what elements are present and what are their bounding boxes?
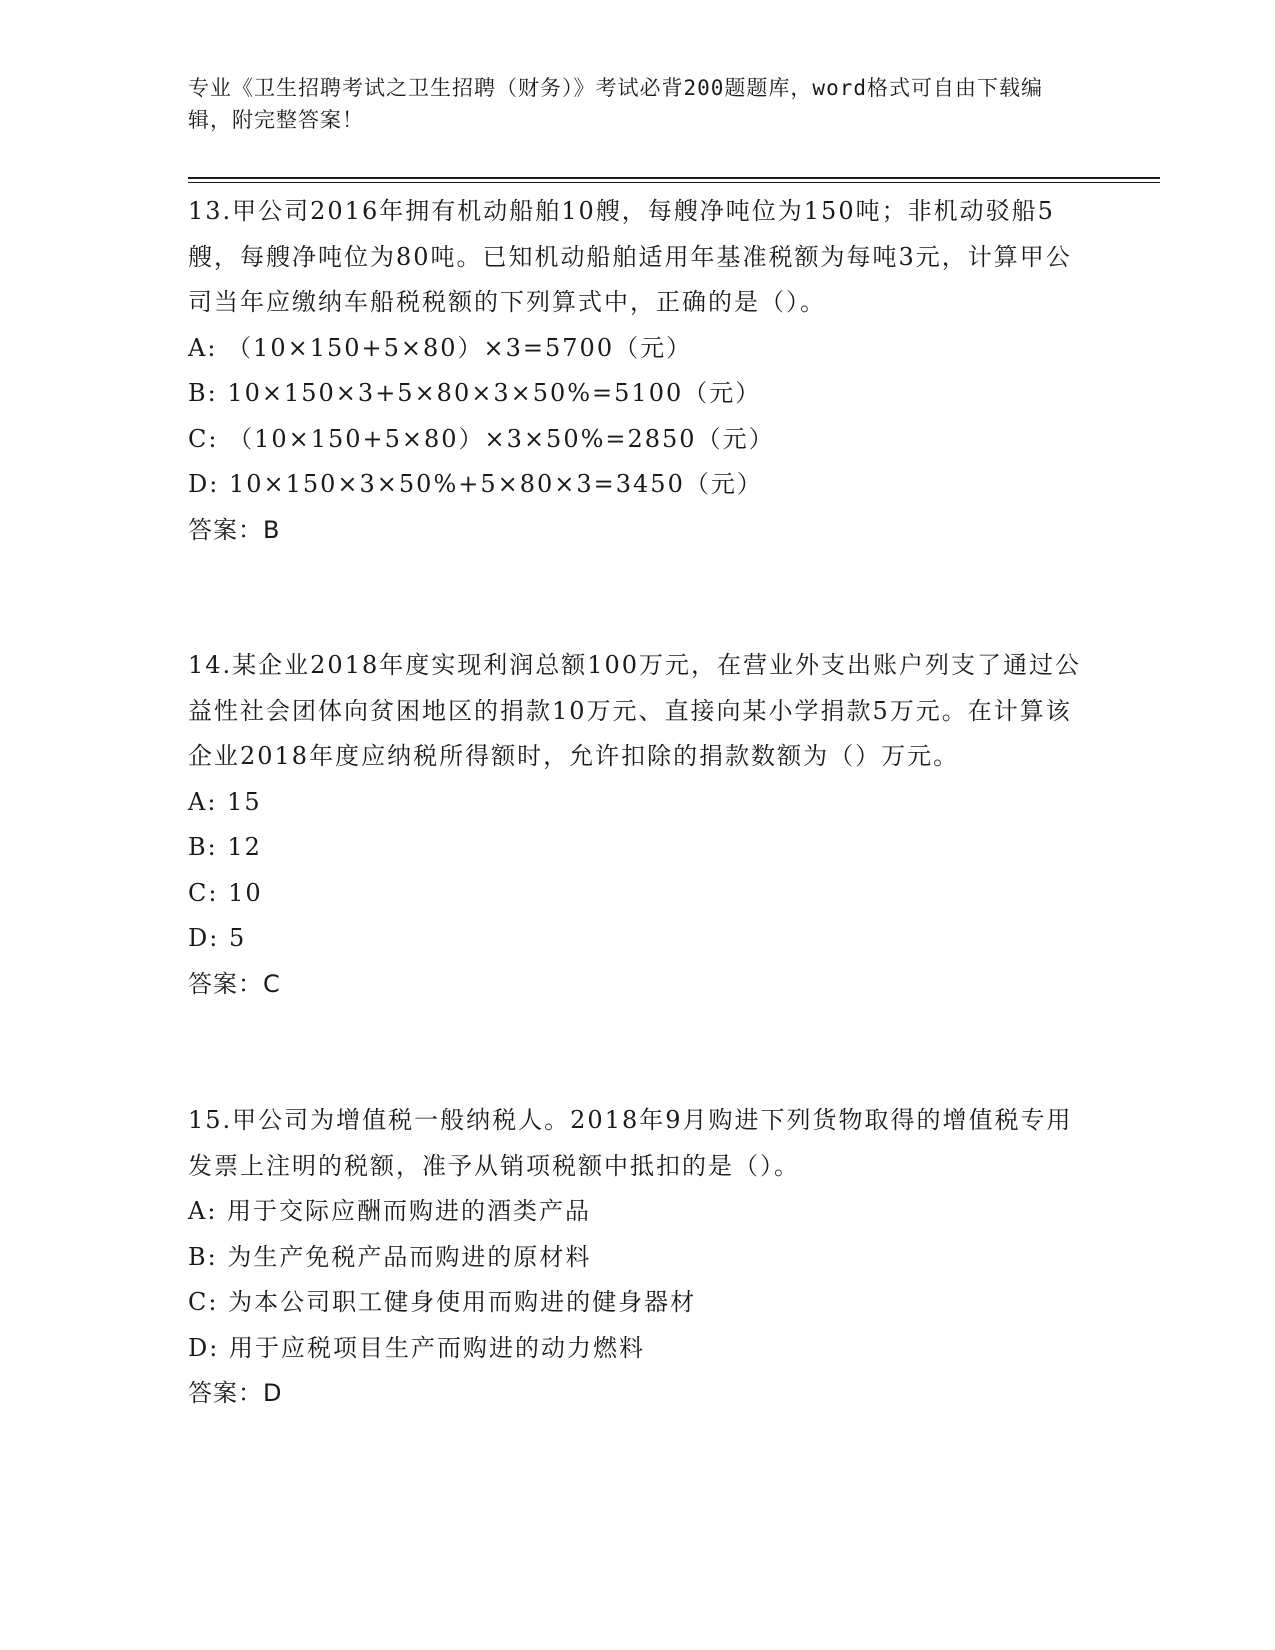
document-page [188, 0, 1088, 1650]
option-c: C: 10 [188, 878, 263, 907]
option-a: A: 15 [188, 787, 262, 816]
option-b: B: 10×150×3+5×80×3×50%=5100（元） [188, 379, 762, 407]
answer: 答案：B [188, 515, 281, 544]
option-d: D: 5 [188, 924, 247, 952]
option-c: C: （10×150+5×80）×3×50%=2850（元） [188, 424, 775, 453]
option-d: D: 10×150×3×50%+5×80×3=3450（元） [188, 470, 763, 498]
question-stem: 13.甲公司2016年拥有机动船舶10艘，每艘净吨位为150吨；非机动驳船5艘，每艘净吨位为80吨。已知机动船舶适用年基准税额为每吨3元，计算甲公司当年应缴纳车船税税额的下列算式中，正确的是（）。 [188, 197, 1072, 316]
document-header [188, 72, 1068, 136]
option-b: B: 12 [188, 833, 262, 861]
option-a: A: 用于交际应酬而购进的酒类产品 [188, 1197, 592, 1225]
header-rule-thick [188, 177, 1160, 179]
question-stem: 15.甲公司为增值税一般纳税人。2018年9月购进下列货物取得的增值税专用发票上注明的税额，准予从销项税额中抵扣的是（）。 [188, 1106, 1073, 1180]
option-a: A: （10×150+5×80）×3=5700（元） [188, 333, 693, 362]
header-rule-thin [188, 182, 1160, 183]
option-b: B: 为生产免税产品而购进的原材料 [188, 1242, 592, 1271]
question-15 [188, 1098, 1088, 1417]
header-text: 专业《卫生招聘考试之卫生招聘（财务）》考试必背200题题库，word格式可自由下载编辑，附完整答案！ [188, 76, 1043, 132]
answer: 答案：C [188, 969, 281, 998]
question-14 [188, 643, 1088, 1007]
question-stem: 14.某企业2018年度实现利润总额100万元，在营业外支出账户列支了通过公益性社会团体向贫困地区的捐款10万元、直接向某小学捐款5万元。在计算该企业2018年度应纳税所得额时，允许扣除的捐款数额为（）万元。 [188, 651, 1082, 770]
answer: 答案：D [188, 1379, 283, 1407]
option-d: D: 用于应税项目生产而购进的动力燃料 [188, 1333, 645, 1362]
question-13 [188, 189, 1088, 553]
option-c: C: 为本公司职工健身使用而购进的健身器材 [188, 1288, 697, 1316]
